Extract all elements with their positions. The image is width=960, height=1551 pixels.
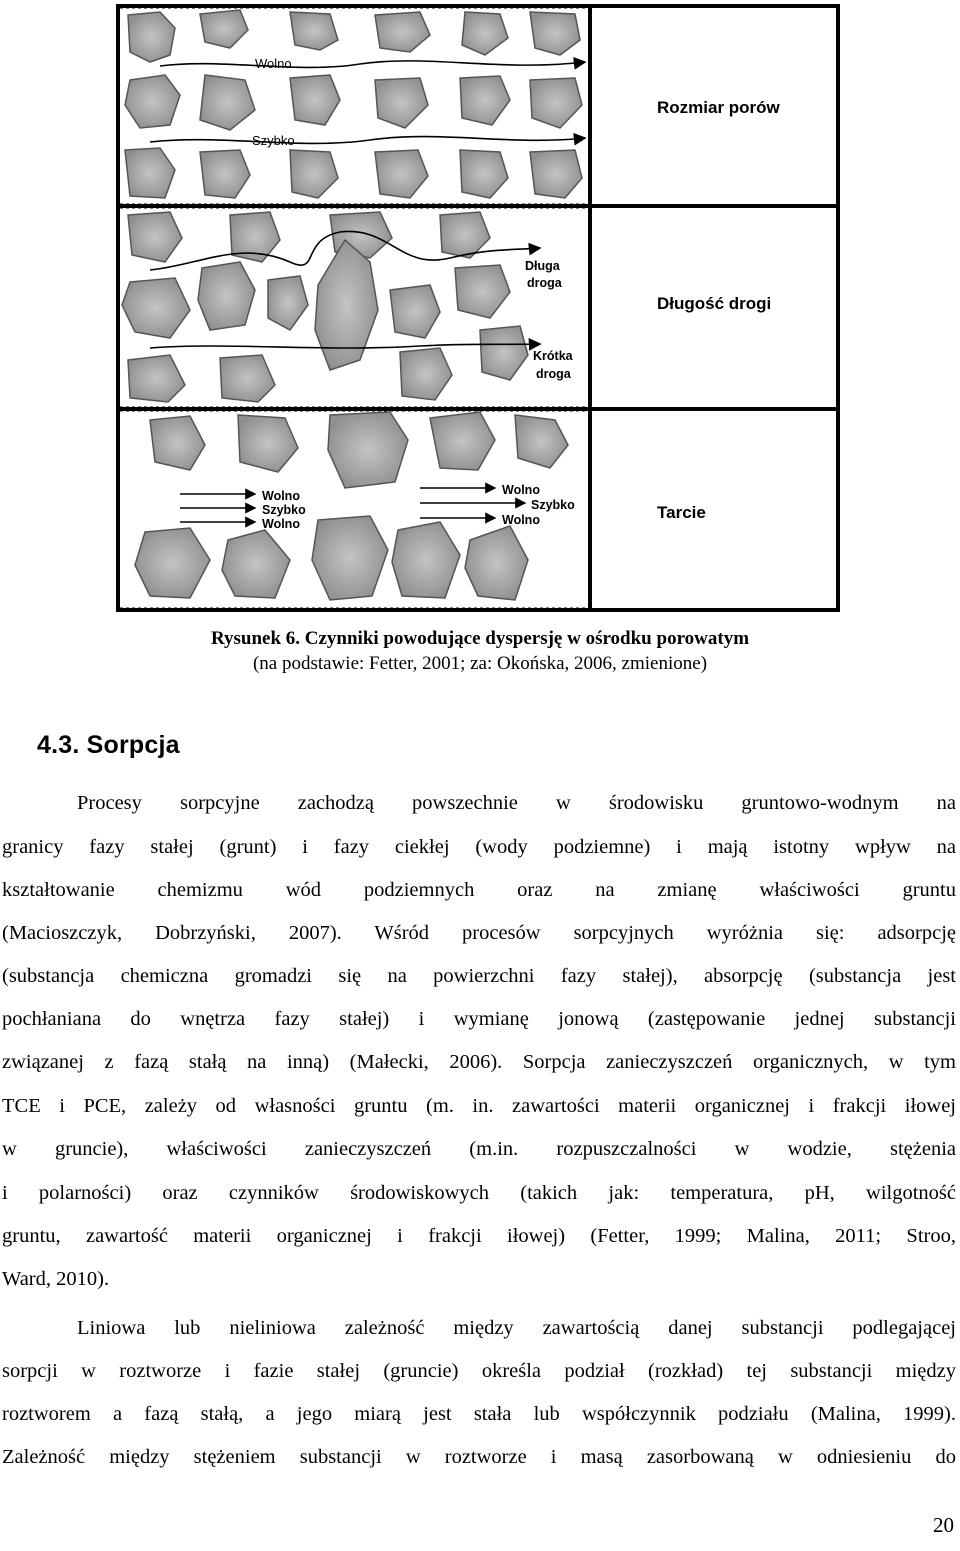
- figure-caption-title: Rysunek 6. Czynniki powodujące dyspersję w ośrodku porowatym: [210, 628, 750, 649]
- panel-pore-size: [125, 10, 781, 198]
- section-heading: 4.3. Sorpcja: [37, 731, 180, 759]
- grains-friction: [135, 412, 568, 600]
- dispersion-figure: [0, 0, 960, 615]
- figure-caption-source: (na podstawie: Fetter, 2001; za: Okońska, 2006, zmienione): [252, 653, 708, 674]
- label-long-2: droga: [527, 276, 562, 290]
- paragraph-line: w gruncie), właściwości zanieczyszczeń (m.in. rozpuszczalności w wodzie, stężenia: [2, 1138, 956, 1160]
- paragraph-line: Liniowa lub nieliniowa zależność między zawartością danej substancji podlegającej: [77, 1317, 956, 1339]
- paragraph-line: Zależność między stężeniem substancji w roztworze i masą zasorbowaną w odniesieniu do: [2, 1446, 956, 1468]
- paragraph-line: (Macioszczyk, Dobrzyński, 2007). Wśród procesów sorpcyjnych wyróżnia się: adsorpcję: [2, 922, 956, 944]
- paragraph-line: (substancja chemiczna gromadzi się na powierzchni fazy stałej), absorpcję (substancja jest: [2, 965, 956, 987]
- fast-flow-line: [150, 137, 585, 144]
- panel-path-length: [122, 212, 771, 402]
- panel-title-pore-size: Rozmiar porów: [657, 98, 780, 117]
- label-left-slow-2: Wolno: [262, 517, 300, 531]
- paragraph-line: pochłaniana do wnętrza fazy stałej) i wymianę jonową (zastępowanie jednej substancji: [2, 1008, 956, 1030]
- grains-path-length: [122, 212, 528, 402]
- paragraph-line: Procesy sorpcyjne zachodzą powszechnie w środowisku gruntowo-wodnym na: [77, 792, 956, 814]
- panel-title-path-length: Długość drogi: [657, 294, 772, 313]
- label-short-1: Krótka: [533, 349, 573, 363]
- slow-flow-line: [160, 61, 585, 68]
- paragraph-line: TCE i PCE, zależy od własności gruntu (m. in. zawartości materii organicznej i frakcji iłowej: [2, 1095, 956, 1117]
- paragraph-line: sorpcji w roztworze i fazie stałej (gruncie) określa podział (rozkład) tej substancji między: [2, 1360, 956, 1382]
- paragraph-line: związanej z fazą stałą na inną) (Małecki, 2006). Sorpcja zanieczyszczeń organicznych, w tym: [2, 1051, 956, 1073]
- paragraph-line: roztworem a fazą stałą, a jego miarą jest stała lub współczynnik podziału (Malina, 1999).: [2, 1403, 956, 1425]
- page-number: 20: [933, 1513, 954, 1537]
- paragraph-line: i polarności) oraz czynników środowiskowych (takich jak: temperatura, pH, wilgotność: [2, 1182, 956, 1204]
- panel-friction: [135, 412, 706, 600]
- label-right-slow-2: Wolno: [502, 513, 540, 527]
- paragraph-line: kształtowanie chemizmu wód podziemnych oraz na zmianę właściwości gruntu: [2, 879, 956, 901]
- paragraph-line: gruntu, zawartość materii organicznej i frakcji iłowej) (Fetter, 1999; Malina, 2011; Stroo,: [2, 1225, 956, 1247]
- label-slow: Wolno: [255, 56, 292, 71]
- paragraph-line: granicy fazy stałej (grunt) i fazy ciekłej (wody podziemne) i mają istotny wpływ na: [2, 836, 956, 858]
- label-left-slow-1: Wolno: [262, 489, 300, 503]
- label-right-fast: Szybko: [531, 498, 575, 512]
- label-left-fast: Szybko: [262, 503, 306, 517]
- grains-pore-size: [125, 10, 582, 198]
- label-long-1: Długa: [525, 259, 560, 273]
- label-fast: Szybko: [252, 133, 295, 148]
- label-right-slow-1: Wolno: [502, 483, 540, 497]
- label-short-2: droga: [536, 367, 571, 381]
- paragraph-line: Ward, 2010).: [2, 1268, 110, 1290]
- panel-title-friction: Tarcie: [657, 503, 706, 522]
